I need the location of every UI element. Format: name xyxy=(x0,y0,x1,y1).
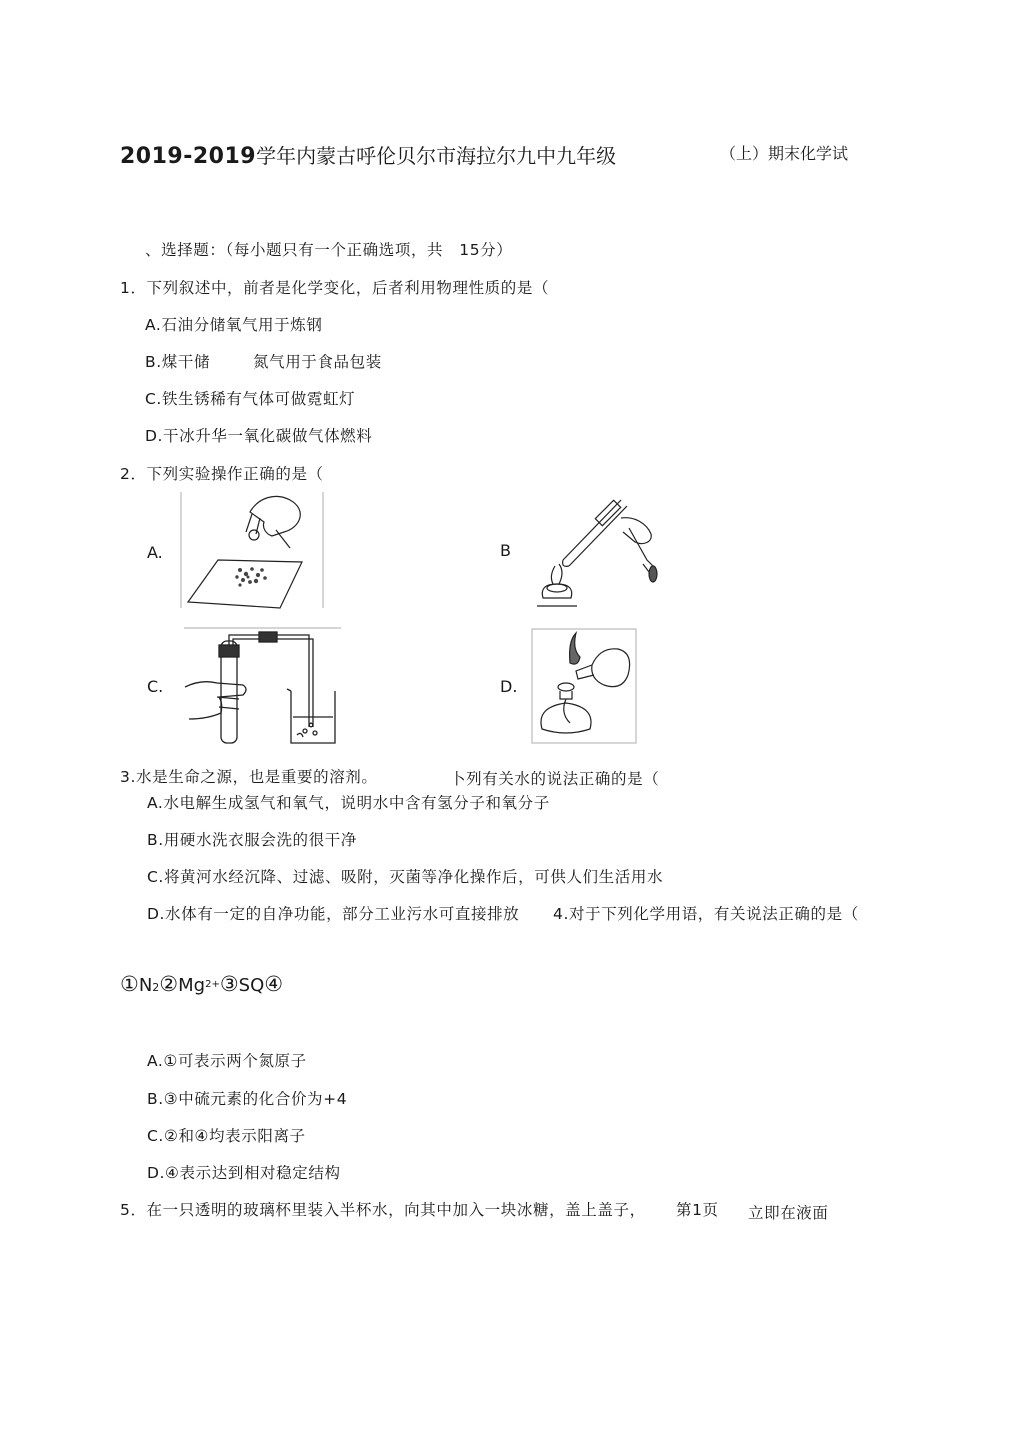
symbol-sq: SQ xyxy=(238,975,265,996)
figure-b-heating-test-tube xyxy=(525,488,670,613)
q4-option-a: A.①可表示两个氮原子 xyxy=(147,1052,307,1070)
figure-c-airtightness-check xyxy=(183,627,343,745)
q3-stem-part1: 3.水是生命之源，也是重要的溶剂。 xyxy=(120,768,378,786)
symbol-n: N xyxy=(138,975,153,996)
q4-option-c: C.②和④均表示阳离子 xyxy=(147,1127,306,1145)
figure-a-solid-sampling xyxy=(180,490,325,610)
subscript-2: 2 xyxy=(152,981,160,994)
q3-option-b: B.用硬水洗衣服会洗的很干净 xyxy=(147,831,357,849)
section-heading: 、选择题：（每小题只有一个正确选项，共 15分） xyxy=(145,241,513,259)
figure-d-lighting-alcohol-lamp xyxy=(530,627,640,745)
q5-stem: 5．在一只透明的玻璃杯里装入半杯水，向其中加入一块冰糖，盖上盖子， xyxy=(120,1201,646,1219)
title-rest: 学年内蒙古呼伦贝尔市海拉尔九中九年级 xyxy=(256,144,617,168)
q4-symbols xyxy=(120,972,283,996)
q3-stem-part2: 卜列有关水的说法正确的是（ xyxy=(450,770,660,788)
circled-3: ③ xyxy=(219,972,239,996)
q2-label-d: D. xyxy=(500,677,518,696)
circled-2: ② xyxy=(159,972,179,996)
symbol-mg: Mg xyxy=(178,975,206,996)
q1-option-d: D.干冰升华一氧化碳做气体燃料 xyxy=(145,427,373,445)
q1-option-b: B.煤干储 xyxy=(145,353,211,371)
q3-option-c: C.将黄河水经沉降、过滤、吸附，灭菌等净化操作后，可供人们生活用水 xyxy=(147,868,664,886)
q4-stem: 4.对于下列化学用语，有关说法正确的是（ xyxy=(553,905,859,923)
q3-option-d: D.水体有一定的自净功能，部分工业污水可直接排放 xyxy=(147,905,520,923)
title-year: 2019-2019 xyxy=(120,144,257,169)
q1-option-b-part2: 氮气用于食品包装 xyxy=(253,353,382,371)
circled-1: ① xyxy=(120,972,139,996)
circled-4: ④ xyxy=(264,972,284,996)
q1-option-a: A.石油分储氧气用于炼钢 xyxy=(145,316,323,334)
q2-label-c: C. xyxy=(147,677,164,696)
q4-option-d: D.④表示达到相对稳定结构 xyxy=(147,1164,341,1182)
q3-option-a: A.水电解生成氢气和氧气，说明水中含有氢分子和氧分子 xyxy=(147,794,550,812)
superscript-2plus: 2+ xyxy=(205,979,220,990)
q1-option-c: C.铁生锈稀有气体可做霓虹灯 xyxy=(145,390,356,408)
q1-stem: 1．下列叙述中，前者是化学变化，后者利用物理性质的是（ xyxy=(120,279,550,297)
q2-label-a: A. xyxy=(147,543,163,562)
q5-stem-tail: 立即在液面 xyxy=(748,1204,829,1222)
q2-label-b: B xyxy=(500,541,511,560)
q4-option-b: B.③中硫元素的化合价为+4 xyxy=(147,1090,348,1108)
page-number: 第1页 xyxy=(676,1201,719,1219)
page-title xyxy=(120,140,616,169)
title-right: （上）期末化学试 xyxy=(720,144,849,163)
q2-stem: 2．下列实验操作正确的是（ xyxy=(120,465,324,483)
